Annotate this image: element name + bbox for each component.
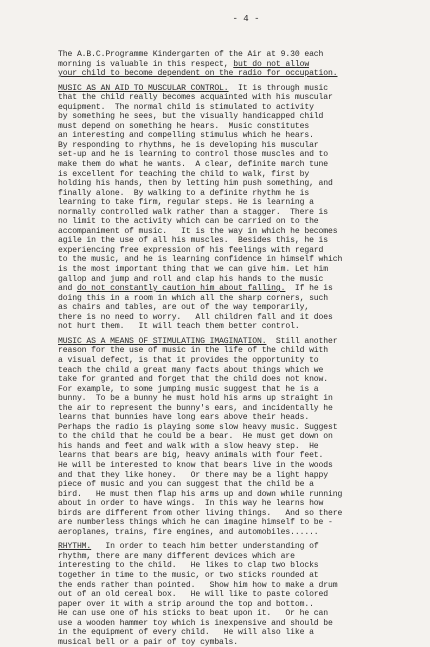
text-line bbox=[58, 366, 404, 376]
text-segment: bird. He must then flap his arms up and down while running bbox=[58, 489, 343, 499]
text-segment: He can use one of his sticks to beat upon it. Or he can bbox=[58, 609, 329, 619]
text-segment: take for granted and forget that the child does not know. bbox=[58, 375, 329, 385]
text-segment: He will be interested to know that bears live in the woods bbox=[58, 460, 333, 470]
text-segment: and bbox=[58, 284, 77, 294]
text-segment: by something he sees, but the visually handicapped child bbox=[58, 112, 324, 122]
text-line bbox=[58, 112, 404, 122]
text-line bbox=[58, 93, 404, 103]
text-segment: experiencing free expression of his feelings with regard bbox=[58, 245, 324, 255]
text-line bbox=[58, 255, 404, 265]
text-segment: learns that bears are big, heavy animals with four feet. bbox=[58, 451, 324, 461]
text-line bbox=[58, 294, 404, 304]
text-segment: aeroplanes, trains, fire engines, and automobiles...... bbox=[58, 527, 319, 537]
text-segment: set-up and he is learning to control those muscles and to bbox=[58, 150, 329, 160]
text-line bbox=[58, 275, 404, 285]
text-line bbox=[58, 442, 404, 452]
text-line bbox=[58, 394, 404, 404]
text-segment: his hands and feet and walk with a slow heavy step. He bbox=[58, 441, 319, 451]
text-line bbox=[58, 217, 404, 227]
text-segment: the ends rather than pointed. Show him how to make a drum bbox=[58, 580, 338, 590]
text-line bbox=[58, 423, 404, 433]
text-line bbox=[58, 552, 404, 562]
text-line bbox=[58, 404, 404, 414]
text-segment: reason for the use of music in the life of the child with bbox=[58, 346, 329, 356]
paragraph-rhythm bbox=[58, 542, 404, 647]
text-segment: The A.B.C.Programme Kindergarten of the Air at 9.30 each bbox=[58, 50, 324, 59]
paragraph-intro bbox=[58, 50, 404, 79]
text-segment: is excellent for teaching the child to walk, first by bbox=[58, 169, 310, 179]
text-segment: For example, to some jumping music suggest that he is a bbox=[58, 384, 319, 394]
text-segment: about in order to have wings. In this way he learns how bbox=[58, 499, 324, 509]
document-body bbox=[58, 50, 404, 647]
underlined-text: your child to become dependent on the radio for occupation. bbox=[58, 69, 338, 79]
text-line bbox=[58, 160, 404, 170]
text-line bbox=[58, 413, 404, 423]
text-segment: morning is valuable in this respect, bbox=[58, 59, 234, 69]
text-segment: agile in the use of all his muscles. Besides this, he is bbox=[58, 236, 329, 246]
text-segment: to the music, and he is learning confidence in himself which bbox=[58, 255, 343, 265]
text-line bbox=[58, 542, 404, 552]
text-segment: equipment. The normal child is stimulated to activity bbox=[58, 102, 314, 112]
text-segment: bunny. To be a bunny he must hold his arms up straight in bbox=[58, 394, 333, 404]
text-line bbox=[58, 356, 404, 366]
text-segment: In order to teach him better understanding of bbox=[91, 542, 319, 552]
text-line bbox=[58, 385, 404, 395]
underlined-text: but do not allow bbox=[233, 59, 310, 69]
text-line bbox=[58, 571, 404, 581]
text-line bbox=[58, 337, 404, 347]
text-line bbox=[58, 60, 404, 70]
text-line bbox=[58, 303, 404, 313]
text-line bbox=[58, 284, 404, 294]
text-segment: If he is bbox=[285, 284, 333, 294]
text-segment: are numberless things which he can imagine himself to be - bbox=[58, 518, 333, 528]
text-line bbox=[58, 528, 404, 538]
text-segment: must depend on something he hears. Music constitutes bbox=[58, 121, 310, 131]
text-segment: musical bell or a pair of toy cymbals. bbox=[58, 637, 239, 647]
text-segment: use a wooden hammer toy which is inexpensive and should be bbox=[58, 618, 333, 628]
text-line bbox=[58, 346, 404, 356]
text-line bbox=[58, 69, 404, 79]
text-line bbox=[58, 518, 404, 528]
text-line bbox=[58, 480, 404, 490]
text-line bbox=[58, 179, 404, 189]
text-line bbox=[58, 600, 404, 610]
text-line bbox=[58, 638, 404, 647]
text-segment: finally alone. By walking to a definite rhythm he is bbox=[58, 188, 310, 198]
text-line bbox=[58, 375, 404, 385]
text-segment: not hurt them. It will teach them better control. bbox=[58, 322, 300, 332]
text-line bbox=[58, 236, 404, 246]
text-segment: make them do what he wants. A clear, definite march tune bbox=[58, 160, 329, 170]
text-segment: paper over it with a strip around the top and bottom.. bbox=[58, 599, 314, 609]
text-line bbox=[58, 131, 404, 141]
text-segment: is the most important thing that we can give him. Let him bbox=[58, 265, 329, 275]
text-segment: accompaniment of music. It is the way in which he becomes bbox=[58, 226, 338, 236]
text-segment: the air to represent the bunny's ears, and incidentally he bbox=[58, 403, 333, 413]
text-segment: Still another bbox=[266, 336, 338, 346]
text-line bbox=[58, 265, 404, 275]
text-line bbox=[58, 84, 404, 94]
text-line bbox=[58, 509, 404, 519]
text-segment: to the child that he could be a bear. He must get down on bbox=[58, 432, 333, 442]
text-line bbox=[58, 208, 404, 218]
text-line bbox=[58, 227, 404, 237]
text-segment: interesting to the child. He likes to clap two blocks bbox=[58, 561, 319, 571]
text-segment: a visual defect, is that it provides the opportunity to bbox=[58, 355, 319, 365]
text-segment: By responding to rhythms, he is developing his muscular bbox=[58, 140, 319, 150]
text-segment: an interesting and compelling stimulus which he hears. bbox=[58, 131, 314, 141]
section-heading: RHYTHM. bbox=[58, 542, 92, 552]
text-segment: rhythm, there are many different devices which are bbox=[58, 551, 295, 561]
text-segment: learns that bunnies have long ears above their heads. bbox=[58, 413, 310, 423]
text-segment: that the child really becomes acquainted with his muscular bbox=[58, 93, 333, 103]
text-line bbox=[58, 122, 404, 132]
text-segment: in the equipment of every child. He will also like a bbox=[58, 628, 314, 638]
text-segment: doing this in a room in which all the sharp corners, such bbox=[58, 293, 329, 303]
text-line bbox=[58, 619, 404, 629]
text-segment: no limit to the activity which can be carried on to the bbox=[58, 217, 319, 227]
text-segment: teach the child a great many facts about things which we bbox=[58, 365, 324, 375]
page-number: - 4 - bbox=[232, 14, 260, 24]
text-line bbox=[58, 170, 404, 180]
text-line bbox=[58, 561, 404, 571]
text-segment: birds are different from other living things. And so there bbox=[58, 508, 343, 518]
text-line bbox=[58, 198, 404, 208]
text-line bbox=[58, 246, 404, 256]
text-segment: together in time to the music, or two sticks rounded at bbox=[58, 570, 319, 580]
text-line bbox=[58, 471, 404, 481]
text-line bbox=[58, 451, 404, 461]
paragraph-music-imagination bbox=[58, 337, 404, 537]
text-line bbox=[58, 432, 404, 442]
paragraph-music-muscular bbox=[58, 84, 404, 332]
text-line bbox=[58, 609, 404, 619]
text-line bbox=[58, 499, 404, 509]
text-line bbox=[58, 189, 404, 199]
text-segment: Perhaps the radio is playing some slow heavy music. Suggest bbox=[58, 422, 338, 432]
text-line bbox=[58, 581, 404, 591]
text-line bbox=[58, 461, 404, 471]
text-segment: learning to take firm, regular steps. He is learning a bbox=[58, 198, 314, 208]
section-heading: MUSIC AS A MEANS OF STIMULATING IMAGINATION. bbox=[58, 336, 267, 346]
section-heading: MUSIC AS AN AID TO MUSCULAR CONTROL. bbox=[58, 83, 229, 93]
text-segment: out of an old cereal box. He will like to paste colored bbox=[58, 590, 329, 600]
text-segment: normally controlled walk rather than a stagger. There is bbox=[58, 207, 329, 217]
text-segment: It is through music bbox=[228, 83, 329, 93]
text-line bbox=[58, 313, 404, 323]
text-line bbox=[58, 103, 404, 113]
text-line bbox=[58, 141, 404, 151]
text-line bbox=[58, 490, 404, 500]
text-segment: gallop and jump and roll and clap his hands to the music bbox=[58, 274, 324, 284]
text-line bbox=[58, 322, 404, 332]
underlined-text: do not constantly caution him about falling. bbox=[76, 284, 286, 294]
text-segment: holding his hands, then by letting him push something, and bbox=[58, 179, 333, 189]
text-line bbox=[58, 628, 404, 638]
text-segment: as chairs and tables, are out of the way temporarily, bbox=[58, 303, 310, 313]
text-segment: and that they like honey. Or there may be a light happy bbox=[58, 470, 329, 480]
text-line bbox=[58, 150, 404, 160]
text-segment: piece of music and you can suggest that the child be a bbox=[58, 480, 314, 490]
text-line bbox=[58, 50, 404, 60]
text-segment: there is no need to worry. All children fall and it does bbox=[58, 312, 333, 322]
